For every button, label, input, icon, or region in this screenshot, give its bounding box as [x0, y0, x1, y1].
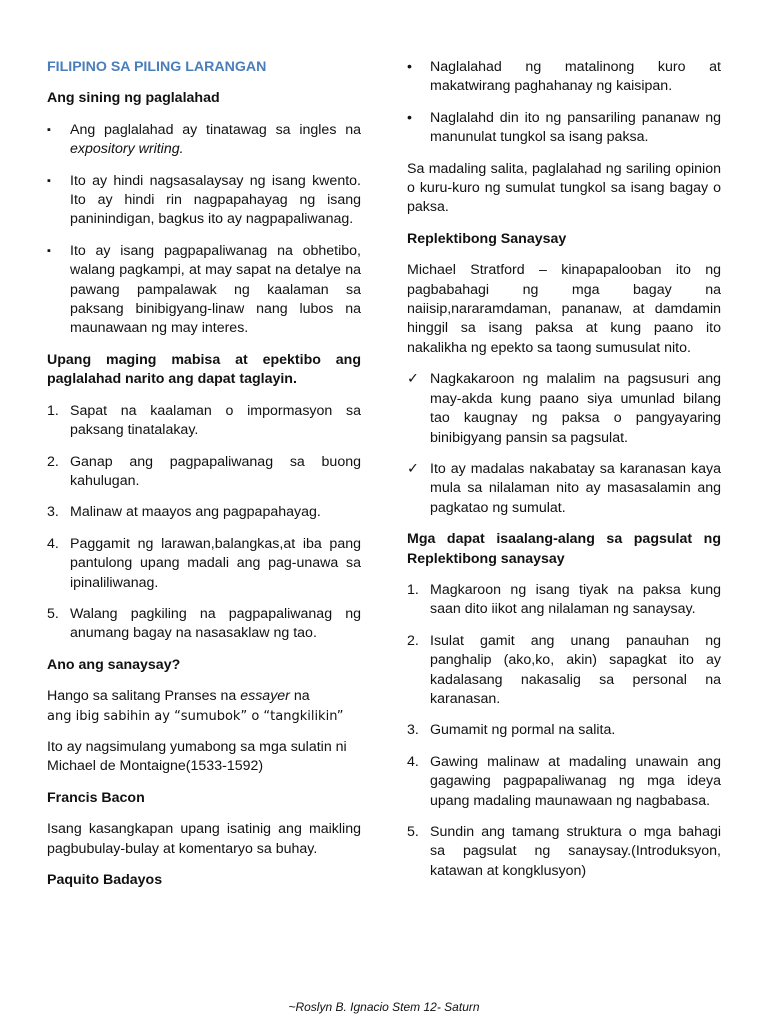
- paragraph-montaigne: Ito ay nagsimulang yumabong sa mga sulatin ni Michael de Montaigne(1533-1592): [47, 738, 347, 775]
- footer-author: ~Roslyn B. Ignacio Stem 12- Saturn: [288, 1000, 480, 1014]
- list-item: 5. Sundin ang tamang struktura o mga bahagi sa pagsulat ng sanaysay.(Introduksyon, katawan at kongklusyon): [407, 824, 721, 879]
- list-item: 2. Isulat gamit ang unang panauhan ng panghalip (ako,ko, akin) sapagkat ito ay kadalasang nakasalig sa personal na karanasan.: [407, 632, 721, 707]
- list-item: 3. Gumamit ng pormal na salita.: [407, 722, 616, 739]
- list-item: 3. Malinaw at maayos ang pagpapahayag.: [47, 504, 321, 521]
- list-item: ▪ Ang paglalahad ay tinatawag sa ingles na expository writing.: [47, 121, 361, 158]
- list-item: 4. Paggamit ng larawan,balangkas,at iba pang pantulong upang madali ang pag-unawa sa ipinaliliwanag.: [47, 535, 361, 591]
- heading-ano-ang-sanaysay: Ano ang sanaysay?: [47, 656, 181, 673]
- square-bullet-icon: ▪: [47, 174, 51, 187]
- checkmark-icon: ✓: [407, 460, 419, 477]
- paragraph-hango: Hango sa salitang Pranses na essayer na ang ibig sabihin ay “sumubok” o “tangkilikin”: [47, 688, 344, 724]
- list-item: • Naglalahad ng matalinong kuro at makatwirang paghahanay ng kaisipan.: [407, 59, 721, 95]
- list-item: • Naglalahd din ito ng pansariling pananaw ng manunulat tungkol sa isang paksa.: [407, 109, 721, 146]
- list-item: 1. Sapat na kaalaman o impormasyon sa paksang tinatalakay.: [47, 402, 361, 439]
- bullet-dot-icon: •: [407, 109, 412, 126]
- list-item: 2. Ganap ang pagpapaliwanag sa buong kahulugan.: [47, 453, 361, 489]
- heading-francis-bacon: Francis Bacon: [47, 789, 145, 806]
- list-item: ✓ Ito ay madalas nakabatay sa karanasan kaya mula sa nilalaman nito ay masasalamin ang pagkatao ng sumulat.: [407, 460, 721, 516]
- heading-paquito-badayos: Paquito Badayos: [47, 872, 163, 888]
- square-bullet-icon: ▪: [47, 244, 51, 257]
- list-item: ▪ Ito ay isang pagpapaliwanag na obhetibo, walang pagkampi, at may sapat na detalye na pawang pampalawak ng kaalaman sa paksang binibigyang-linaw nang lubos na maunawaan ng may interes.: [47, 242, 361, 337]
- list-item: 4. Gawing malinaw at madaling unawain ang gagawing pagpapaliwanag ng mga ideya upang madaling maunawaan ng nagbabasa.: [407, 753, 721, 809]
- list-item: ✓ Nagkakaroon ng malalim na pagsusuri ang may-akda kung paano siya umunlad bilang tao kaugnay ng paksa o pangyayaring binibigyang pansin sa pagsulat.: [407, 371, 721, 446]
- paragraph-stratford: Michael Stratford – kinapapalooban ito ng pagbabahagi ng mga bagay na naiisip,nararamdaman, pananaw, at damdamin hinggil sa isang paksa at kung paano ito nakalikha ng epekto sa taong sumusulat nito.: [407, 262, 721, 356]
- bullet-list-badayos: [407, 58, 721, 148]
- heading-sining-ng-paglalahad: Ang sining ng paglalahad: [47, 90, 220, 107]
- list-item: 1. Magkaroon ng isang tiyak na paksa kung saan dito iikot ang nilalaman ng sanaysay.: [407, 581, 721, 618]
- left-column: [47, 58, 361, 902]
- list-item: 5. Walang pagkiling na pagpapaliwanag ng anumang bagay na nasasaklaw ng tao.: [47, 605, 361, 642]
- document-title: FILIPINO SA PILING LARANGAN: [47, 59, 267, 75]
- right-column: [407, 58, 721, 893]
- square-bullet-icon: ▪: [47, 123, 51, 136]
- numbered-list-pagsulat: [407, 581, 721, 881]
- numbered-list-dapat-taglayin: [47, 402, 361, 644]
- heading-dapat-isaalang-alang: Mga dapat isaalang-alang sa pagsulat ng Replektibong sanaysay: [407, 531, 721, 567]
- heading-upang-maging-mabisa: Upang maging mabisa at epektibo ang paglalahad narito ang dapat taglayin.: [47, 351, 361, 388]
- paragraph-bacon: Isang kasangkapan upang isatinig ang maikling pagbubulay-bulay at komentaryo sa buhay.: [47, 821, 361, 857]
- paragraph-madaling-salita: Sa madaling salita, paglalahad ng sariling opinion o kuru-kuro ng sumulat tungkol sa isang bagay o paksa.: [407, 160, 721, 216]
- heading-replektibong-sanaysay: Replektibong Sanaysay: [407, 230, 567, 247]
- list-item: ▪ Ito ay hindi nagsasalaysay ng isang kwento. Ito ay hindi rin nagpapahayag ng isang paninindigan, bagkus ito ay nagpapaliwanag.: [47, 172, 361, 228]
- bullet-list-paglalahad: [47, 121, 361, 339]
- checkmark-icon: ✓: [407, 371, 419, 388]
- check-list-replektibo: [407, 370, 721, 518]
- bullet-dot-icon: •: [407, 59, 412, 75]
